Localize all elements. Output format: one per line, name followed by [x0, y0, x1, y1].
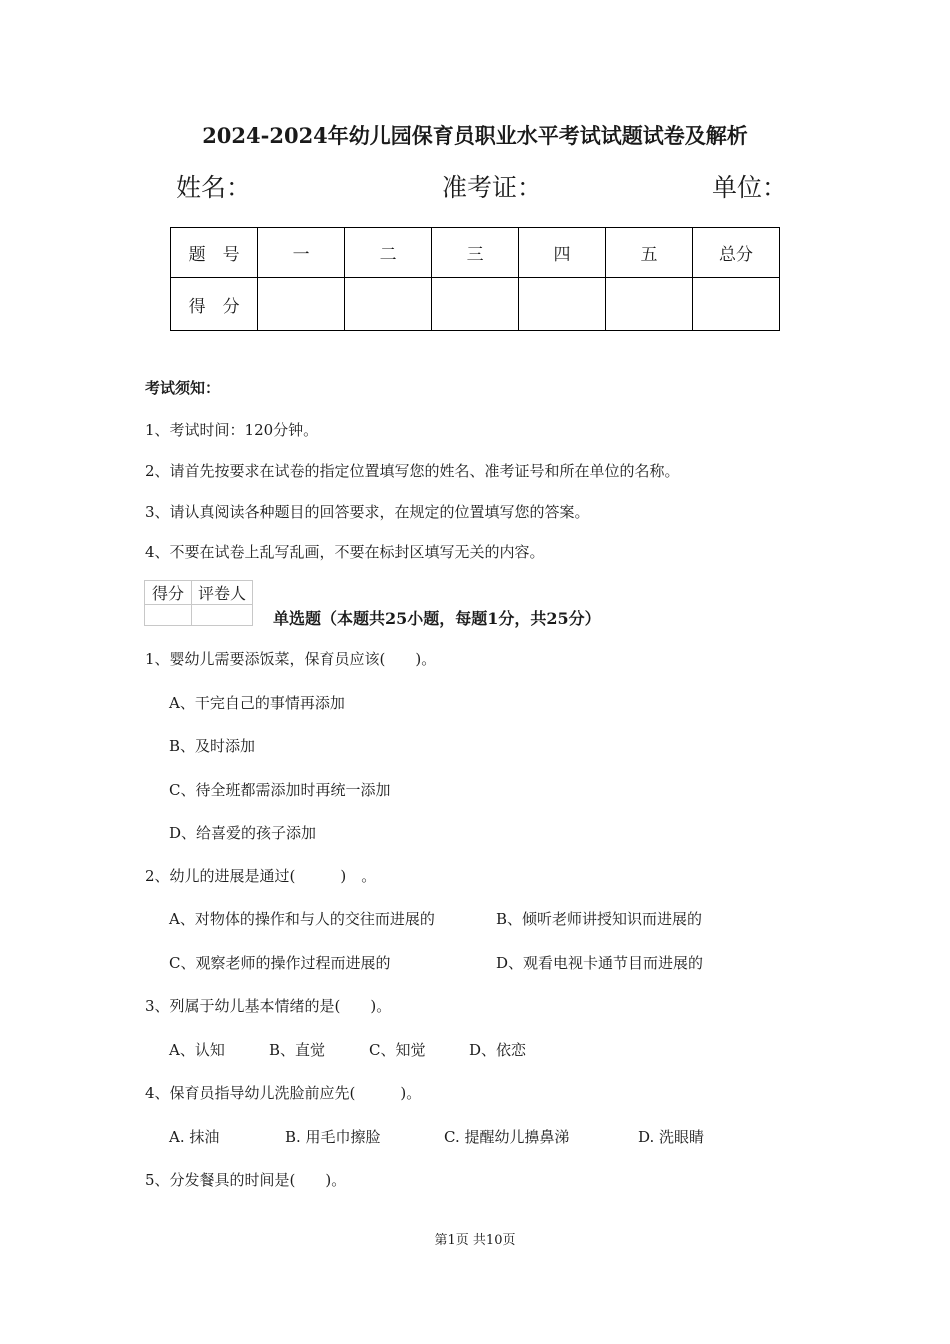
- question-option: C、观察老师的操作过程而进展的: [169, 954, 391, 972]
- question-option: B、倾听老师讲授知识而进展的: [496, 910, 703, 928]
- score-cell[interactable]: [606, 278, 693, 331]
- score-cell[interactable]: [345, 278, 432, 331]
- notice-item: 2、请首先按要求在试卷的指定位置填写您的姓名、准考证号和所在单位的名称。: [145, 462, 680, 480]
- question-option: C、待全班都需添加时再统一添加: [169, 781, 391, 799]
- unit-label: 单位：: [712, 173, 788, 202]
- score-table-header-row: [171, 228, 780, 278]
- question-option: B、及时添加: [169, 737, 256, 755]
- question-option: D、依恋: [469, 1041, 527, 1059]
- question-option: A、认知: [169, 1041, 225, 1059]
- question-option: A、干完自己的事情再添加: [169, 694, 345, 712]
- question-stem: 5、分发餐具的时间是( )。: [145, 1171, 347, 1189]
- score-table-score-row: [171, 278, 780, 331]
- score-header-cell: 四: [519, 228, 606, 278]
- score-header-cell: 二: [345, 228, 432, 278]
- score-header-cell: 总分: [692, 228, 779, 278]
- score-table: [170, 227, 780, 331]
- name-label: 姓名：: [176, 173, 252, 202]
- score-cell[interactable]: [258, 278, 345, 331]
- notice-item: 3、请认真阅读各种题目的回答要求，在规定的位置填写您的答案。: [145, 503, 590, 521]
- score-header-cell: 五: [606, 228, 693, 278]
- question-option: A、对物体的操作和与人的交往而进展的: [169, 910, 435, 928]
- question-option: C. 提醒幼儿擤鼻涕: [444, 1128, 570, 1146]
- score-cell[interactable]: [519, 278, 606, 331]
- score-cell[interactable]: [432, 278, 519, 331]
- score-header-cell: 一: [258, 228, 345, 278]
- score-header-cell: 题 号: [171, 228, 258, 278]
- page-title: 2024-2024年幼儿园保育员职业水平考试试题试卷及解析: [202, 123, 748, 148]
- notice-heading: 考试须知：: [145, 379, 221, 397]
- question-option: B. 用毛巾擦脸: [285, 1128, 381, 1146]
- grader-score-cell[interactable]: [145, 605, 192, 626]
- question-stem: 4、保育员指导幼儿洗脸前应先( )。: [145, 1084, 422, 1102]
- score-cell[interactable]: [692, 278, 779, 331]
- question-option: D. 洗眼睛: [638, 1128, 705, 1146]
- notice-item: 4、不要在试卷上乱写乱画，不要在标封区填写无关的内容。: [145, 543, 545, 561]
- question-stem: 2、幼儿的进展是通过( ) 。: [145, 867, 377, 885]
- question-stem: 1、婴幼儿需要添饭菜，保育员应该( )。: [145, 650, 437, 668]
- grader-name-label: 评卷人: [192, 581, 253, 605]
- grader-table: [144, 580, 253, 626]
- exam-number-label: 准考证：: [442, 173, 543, 202]
- score-row-label: 得 分: [171, 278, 258, 331]
- question-option: C、知觉: [369, 1041, 426, 1059]
- question-option: A. 抹油: [169, 1128, 220, 1146]
- question-option: B、直觉: [269, 1041, 326, 1059]
- grader-score-label: 得分: [145, 581, 192, 605]
- page-footer: 第1页 共10页: [434, 1233, 516, 1248]
- grader-name-cell[interactable]: [192, 605, 253, 626]
- question-option: D、给喜爱的孩子添加: [169, 824, 317, 842]
- question-option: D、观看电视卡通节目而进展的: [496, 954, 704, 972]
- question-stem: 3、列属于幼儿基本情绪的是( )。: [145, 997, 392, 1015]
- section-heading: 单选题（本题共25小题，每题1分，共25分）: [273, 609, 601, 628]
- score-header-cell: 三: [432, 228, 519, 278]
- notice-item: 1、考试时间：120分钟。: [145, 421, 319, 439]
